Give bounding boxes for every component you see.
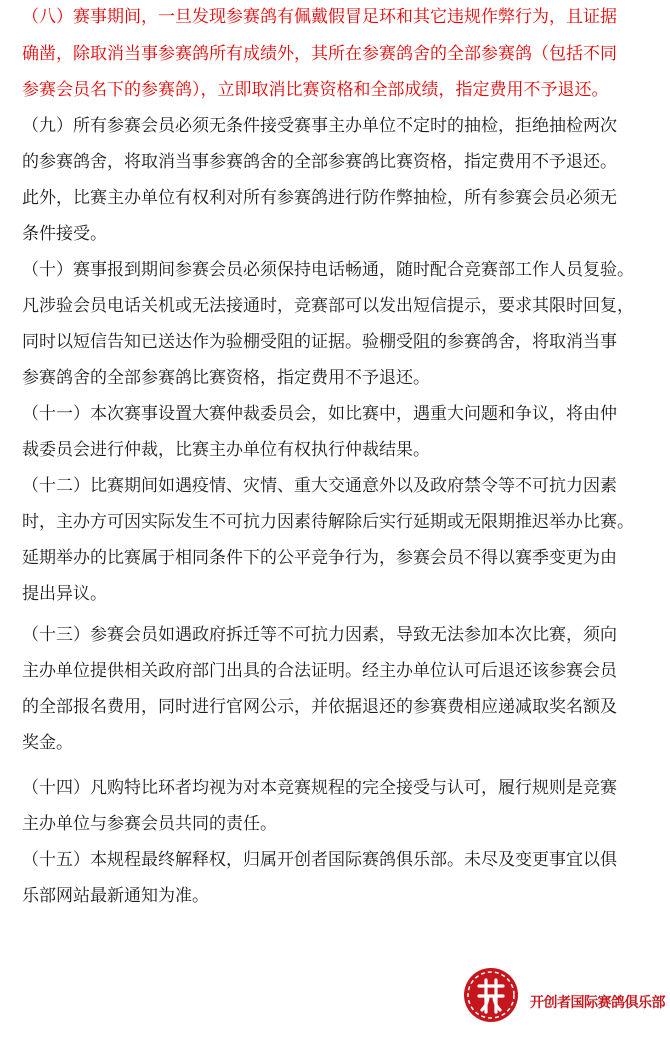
clause-9-line-4: 条件接受。 [22,224,107,244]
clause-13-line-1: （十三）参赛会员如遇政府拆迁等不可抗力因素，导致无法参加本次比赛，须向 [22,625,617,645]
clause-14-line-1: （十四）凡购特比环者均视为对本竞赛规程的完全接受与认可，履行规则是竞赛 [22,778,617,798]
clause-9-line-2: 的参赛鸽舍，将取消当事参赛鸽舍的全部参赛鸽比赛资格，指定费用不予退还。 [22,152,617,172]
clause-10-line-2: 凡涉验会员电话关机或无法接通时，竞赛部可以发出短信提示，要求其限时回复， [22,296,634,316]
clause-9-line-3: 此外，比赛主办单位有权利对所有参赛鸽进行防作弊抽检，所有参赛会员必须无 [22,188,617,208]
clause-13-line-4: 奖金。 [22,733,73,753]
clause-12-line-4: 提出异议。 [22,584,107,604]
clause-8-line-2: 确凿，除取消当事参赛鸽所有成绩外，其所在参赛鸽舍的全部参赛鸽（包括不同 [22,44,617,64]
clause-12-line-2: 时，主办方可因实际发生不可抗力因素待解除后实行延期或无限期推迟举办比赛。 [22,512,634,532]
footer-brand [462,966,665,1026]
clause-8-line-1: （八）赛事期间，一旦发现参赛鸽有佩戴假冒足环和其它违规作弊行为，且证据 [22,7,617,27]
clause-10-line-1: （十）赛事报到期间参赛会员必须保持电话畅通，随时配合竞赛部工作人员复验。 [22,260,634,280]
clause-12-line-1: （十二）比赛期间如遇疫情、灾情、重大交通意外以及政府禁令等不可抗力因素 [22,476,617,496]
clause-14-line-2: 主办单位与参赛会员共同的责任。 [22,814,277,834]
clause-13-line-3: 的全部报名费用，同时进行官网公示，并依据退还的参赛费相应递减取奖名额及 [22,697,617,717]
clause-8-line-3: 参赛会员名下的参赛鸽），立即取消比赛资格和全部成绩，指定费用不予退还。 [22,80,609,100]
clause-10-line-3: 同时以短信告知已送达作为验棚受阻的证据。验棚受阻的参赛鸽舍，将取消当事 [22,332,617,352]
clause-15-line-1: （十五）本规程最终解释权，归属开创者国际赛鸽俱乐部。未尽及变更事宜以俱 [22,850,617,870]
kaichuang-seal-logo-icon [462,966,520,1024]
clause-13-line-2: 主办单位提供相关政府部门出具的合法证明。经主办单位认可后退还该参赛会员 [22,661,617,681]
clause-11-line-1: （十一）本次赛事设置大赛仲裁委员会，如比赛中，遇重大问题和争议，将由仲 [22,404,617,424]
clause-12-line-3: 延期举办的比赛属于相同条件下的公平竞争行为，参赛会员不得以赛季变更为由 [22,548,617,568]
clause-9-line-1: （九）所有参赛会员必须无条件接受赛事主办单位不定时的抽检，拒绝抽检两次 [22,116,617,136]
brand-name: 开创者国际赛鸽俱乐部 [530,995,665,1011]
clause-11-line-2: 裁委员会进行仲裁，比赛主办单位有权执行仲裁结果。 [22,440,430,460]
clause-15-line-2: 乐部网站最新通知为准。 [22,886,209,906]
clause-10-line-4: 参赛鸽舍的全部参赛鸽比赛资格，指定费用不予退还。 [22,368,430,388]
